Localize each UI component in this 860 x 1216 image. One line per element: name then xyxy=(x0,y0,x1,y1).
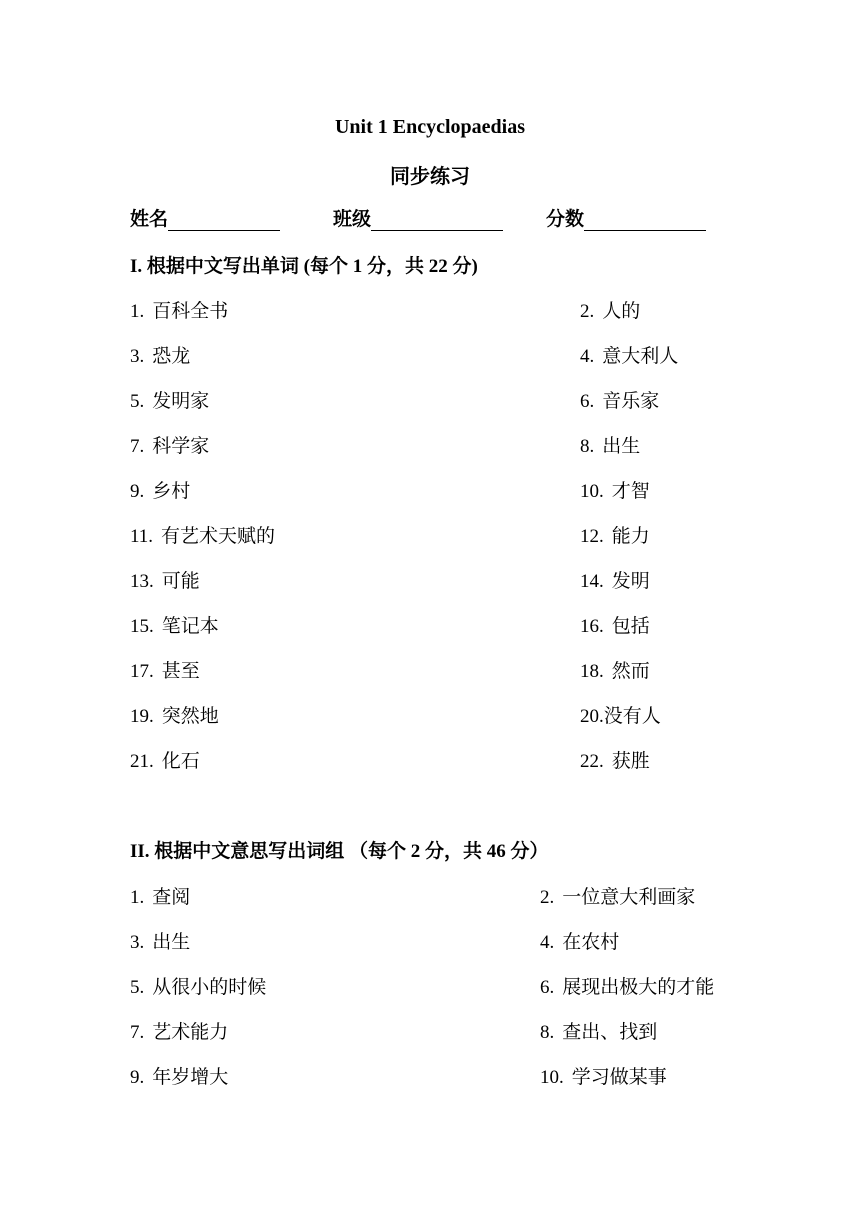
section-1-heading: I. 根据中文写出单词 (每个 1 分，共 22 分) xyxy=(130,256,478,277)
item-number: 5. xyxy=(130,391,145,412)
page-subtitle: 同步练习 xyxy=(390,166,470,188)
list-item xyxy=(540,1017,657,1044)
name-field xyxy=(130,204,280,231)
item-text: 出生 xyxy=(152,932,191,953)
item-number: 10. xyxy=(540,1067,564,1088)
item-number: 17. xyxy=(130,661,154,682)
item-text: 可能 xyxy=(161,571,200,592)
item-number: 3. xyxy=(130,346,145,367)
item-number: 2. xyxy=(540,887,555,908)
section-2-heading: II. 根据中文意思写出词组 （每个 2 分，共 46 分） xyxy=(130,841,549,862)
score-label: 分数 xyxy=(546,209,585,230)
list-item xyxy=(130,1017,228,1044)
item-text: 年岁增大 xyxy=(152,1067,229,1088)
list-item xyxy=(540,1062,667,1089)
list-item xyxy=(130,566,200,593)
list-item xyxy=(130,431,209,458)
list-item xyxy=(580,296,640,323)
list-item xyxy=(130,296,228,323)
item-number: 12. xyxy=(580,526,604,547)
list-item xyxy=(130,521,275,548)
list-item xyxy=(580,386,659,413)
item-number: 4. xyxy=(580,346,595,367)
item-text: 在农村 xyxy=(562,932,620,953)
class-field xyxy=(333,204,503,231)
item-number: 6. xyxy=(540,977,555,998)
item-text: 乡村 xyxy=(152,481,191,502)
list-item xyxy=(130,476,190,503)
item-text: 意大利人 xyxy=(602,346,679,367)
item-text: 艺术能力 xyxy=(152,1022,229,1043)
item-text: 获胜 xyxy=(611,751,650,772)
list-item xyxy=(580,431,640,458)
item-number: 20.没有人 xyxy=(580,706,661,727)
list-item xyxy=(580,341,678,368)
item-text: 查阅 xyxy=(152,887,191,908)
page-title: Unit 1 Encyclopaedias xyxy=(334,116,526,138)
item-number: 10. xyxy=(580,481,604,502)
item-number: 4. xyxy=(540,932,555,953)
name-blank xyxy=(168,210,280,231)
item-number: 16. xyxy=(580,616,604,637)
item-text: 查出、找到 xyxy=(562,1022,658,1043)
item-number: 1. xyxy=(130,887,145,908)
item-number: 1. xyxy=(130,301,145,322)
item-number: 8. xyxy=(540,1022,555,1043)
item-text: 出生 xyxy=(602,436,641,457)
item-text: 突然地 xyxy=(161,706,219,727)
list-item xyxy=(540,972,714,999)
item-number: 13. xyxy=(130,571,154,592)
list-item xyxy=(580,746,650,773)
list-item xyxy=(130,611,219,638)
list-item xyxy=(580,701,661,728)
item-number: 19. xyxy=(130,706,154,727)
list-item xyxy=(580,476,650,503)
item-number: 7. xyxy=(130,436,145,457)
list-item xyxy=(130,656,200,683)
item-text: 百科全书 xyxy=(152,301,229,322)
item-number: 3. xyxy=(130,932,145,953)
item-text: 然而 xyxy=(611,661,650,682)
list-item xyxy=(540,927,619,954)
list-item xyxy=(130,341,190,368)
list-item xyxy=(580,611,650,638)
name-label: 姓名 xyxy=(130,209,169,230)
item-number: 14. xyxy=(580,571,604,592)
item-number: 9. xyxy=(130,1067,145,1088)
item-number: 6. xyxy=(580,391,595,412)
item-text: 学习做某事 xyxy=(571,1067,667,1088)
item-number: 7. xyxy=(130,1022,145,1043)
list-item xyxy=(130,386,209,413)
score-blank xyxy=(584,210,706,231)
class-label: 班级 xyxy=(333,209,372,230)
item-number: 9. xyxy=(130,481,145,502)
class-blank xyxy=(371,210,503,231)
score-field xyxy=(546,204,706,231)
item-number: 21. xyxy=(130,751,154,772)
item-text: 甚至 xyxy=(161,661,200,682)
item-number: 2. xyxy=(580,301,595,322)
list-item xyxy=(130,1062,228,1089)
item-text: 从很小的时候 xyxy=(152,977,267,998)
list-item xyxy=(130,927,190,954)
list-item xyxy=(130,701,219,728)
item-text: 包括 xyxy=(611,616,650,637)
item-number: 11. xyxy=(130,526,154,547)
list-item xyxy=(130,882,190,909)
item-text: 一位意大利画家 xyxy=(562,887,696,908)
item-number: 15. xyxy=(130,616,154,637)
item-text: 有艺术天赋的 xyxy=(161,526,276,547)
item-text: 能力 xyxy=(611,526,650,547)
item-number: 18. xyxy=(580,661,604,682)
item-text: 发明 xyxy=(611,571,650,592)
item-text: 人的 xyxy=(602,301,641,322)
item-text: 化石 xyxy=(161,751,200,772)
list-item xyxy=(130,972,266,999)
item-text: 科学家 xyxy=(152,436,210,457)
item-number: 22. xyxy=(580,751,604,772)
item-number: 5. xyxy=(130,977,145,998)
list-item xyxy=(580,521,650,548)
list-item xyxy=(540,882,695,909)
list-item xyxy=(580,656,650,683)
item-text: 笔记本 xyxy=(161,616,219,637)
item-text: 才智 xyxy=(611,481,650,502)
item-text: 恐龙 xyxy=(152,346,191,367)
item-number: 8. xyxy=(580,436,595,457)
item-text: 音乐家 xyxy=(602,391,660,412)
list-item xyxy=(130,746,200,773)
item-text: 展现出极大的才能 xyxy=(562,977,715,998)
item-text: 发明家 xyxy=(152,391,210,412)
list-item xyxy=(580,566,650,593)
